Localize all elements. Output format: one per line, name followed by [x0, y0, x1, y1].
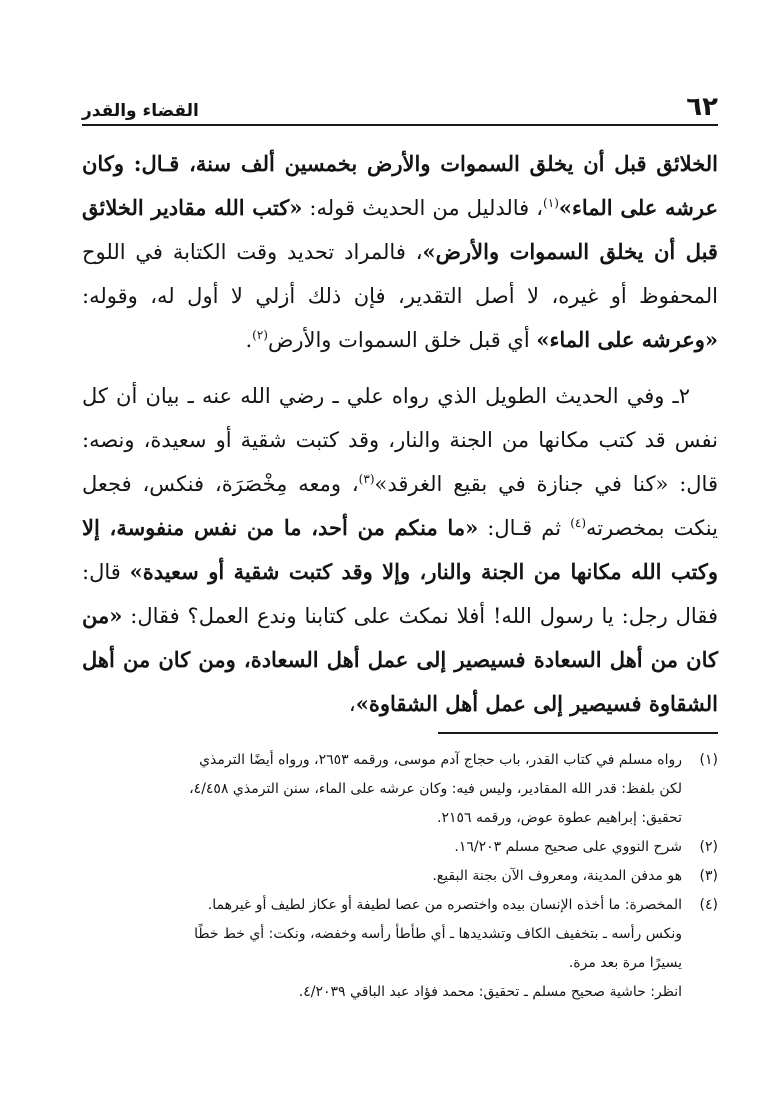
text-run: أي قبل خلق السموات والأرض [267, 328, 537, 352]
page-header [82, 84, 718, 126]
text-run: ، ومعه مِخْصَرَة، فنكس، فجعل ينكت بمخصرته [82, 472, 718, 540]
footnote-text [82, 746, 682, 833]
footnote-text [82, 833, 682, 862]
footnote-line: شرح النووي على صحيح مسلم ١٦/٢٠٣. [454, 839, 682, 855]
footnote-number: (٣) [699, 868, 718, 884]
footnote-line: يسيرًا مرة بعد مرة. [568, 955, 682, 971]
page-number: ٦٢ [686, 92, 718, 122]
footnote-line: ونكس رأسه ـ بتخفيف الكاف وتشديدها ـ أي طأطأ رأسه وخفضه، ونكت: أي خط خطًا [194, 926, 682, 942]
footnote-number: (٤) [699, 897, 718, 913]
text-run: ، [348, 692, 356, 716]
footnote-separator [438, 732, 718, 734]
hadith-quote: «من كان من أهل السعادة فسيصير إلى عمل أهل السعادة، ومن كان من أهل الشقاوة فسيصير إلى عمل أهل الشقاوة» [82, 603, 718, 716]
footnote [82, 833, 718, 862]
footnote-line: هو مدفن المدينة، ومعروف الآن بجنة البقيع. [432, 868, 682, 884]
running-title: القضاء والقدر [82, 101, 199, 121]
main-text [82, 142, 718, 726]
footnotes [82, 746, 718, 1007]
footnote-ref-1: (١) [543, 196, 559, 210]
footnote-line: انظر: حاشية صحيح مسلم ـ تحقيق: محمد فؤاد عبد الباقي ٤/٢٠٣٩. [298, 984, 682, 1000]
footnote-ref-4: (٤) [570, 516, 587, 530]
footnote [82, 862, 718, 891]
text-run: ، فالدليل من الحديث قوله: [302, 196, 544, 220]
text-run: ، فالمراد تحديد وقت الكتابة في اللوح المحفوظ أو غيره، لا أصل التقدير، فإن ذلك أزلي لا أول له، وقوله: [82, 240, 718, 308]
footnote-ref-3: (٣) [358, 472, 375, 486]
text-run: . [245, 328, 253, 352]
hadith-quote: الخلائق قبل أن يخلق السموات والأرض بخمسين ألف سنة، قـال: وكان عرشه على الماء» [82, 151, 718, 220]
footnote-text [82, 862, 682, 891]
footnote [82, 746, 718, 833]
hadith-quote: «كتب الله مقادير الخلائق قبل أن يخلق السموات والأرض» [82, 195, 718, 264]
text-run: قال: فقال رجل: يا رسول الله! أفلا نمكث على كتابنا وندع العمل؟ فقال: [82, 560, 718, 628]
footnote-line: لكن بلفظ: قدر الله المقادير، وليس فيه: وكان عرشه على الماء، سنن الترمذي ٤/٤٥٨، [189, 781, 682, 797]
footnote-line: المخصرة: ما أخذه الإنسان بيده واختصره من عصا لطيفة أو عكاز لطيف أو غيرهما. [207, 897, 682, 913]
footnote-line: تحقيق: إبراهيم عطوة عوض، ورقمه ٢١٥٦. [437, 810, 682, 826]
footnote-ref-2: (٢) [252, 328, 268, 342]
footnote-line: رواه مسلم في كتاب القدر، باب حجاج آدم موسى، ورقمه ٢٦٥٣، ورواه أيضًا الترمذي [199, 752, 682, 768]
footnote [82, 891, 718, 1007]
footnote-number: (١) [699, 752, 718, 768]
text-run: ٢ـ وفي الحديث الطويل الذي رواه علي ـ رضي الله عنه ـ بيان أن كل نفس قد كتب مكانها من الجنة والنار، وقد كتبت شقية أو سعيدة، ونصه: قال: «كنا في جنازة في بقيع الغرقد» [82, 384, 718, 496]
paragraph-1 [82, 142, 718, 362]
paragraph-2 [82, 374, 718, 726]
hadith-quote: «ما منكم من أحد، ما من نفس منفوسة، إلا وكتب الله مكانها من الجنة والنار، وإلا وقد كتبت شقية أو سعيدة» [82, 515, 718, 584]
footnote-number: (٢) [699, 839, 718, 855]
hadith-quote: «وعرشه على الماء» [536, 327, 718, 352]
footnote-text [82, 891, 682, 1007]
text-run: ثم قـال: [478, 516, 571, 540]
